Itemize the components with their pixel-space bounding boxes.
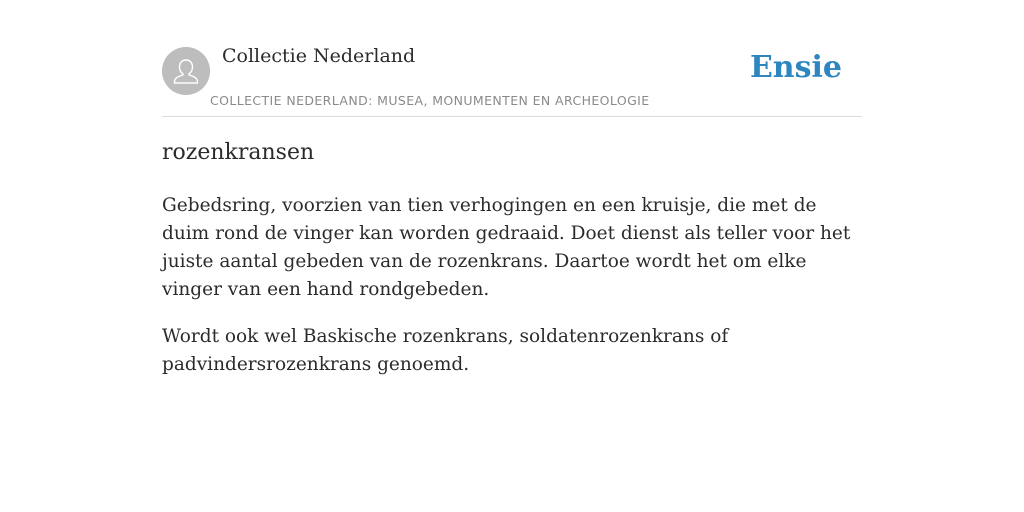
user-silhouette-icon — [162, 47, 210, 95]
source-subtitle[interactable]: COLLECTIE NEDERLAND: MUSEA, MONUMENTEN EN ARCHEOLOGIE — [210, 93, 650, 108]
entry-term: rozenkransen — [162, 140, 315, 165]
brand-logo[interactable]: Ensie — [749, 50, 842, 85]
entry-card — [162, 0, 862, 375]
avatar[interactable] — [162, 47, 210, 95]
definition-paragraph: Wordt ook wel Baskische rozenkrans, soldatenrozenkrans of padvindersrozenkrans genoemd. — [162, 326, 729, 375]
definition-paragraph: Gebedsring, voorzien van tien verhogingen en een kruisje, die met de duim rond de vinger kan worden gedraaid. Doet dienst als teller voor het juiste aantal gebeden van de rozenkrans. Daartoe wordt het om elke vinger van een hand rondgebeden. — [162, 195, 851, 300]
entry-definition — [162, 192, 862, 398]
author-name[interactable]: Collectie Nederland — [222, 45, 416, 67]
entry-header — [162, 0, 862, 117]
